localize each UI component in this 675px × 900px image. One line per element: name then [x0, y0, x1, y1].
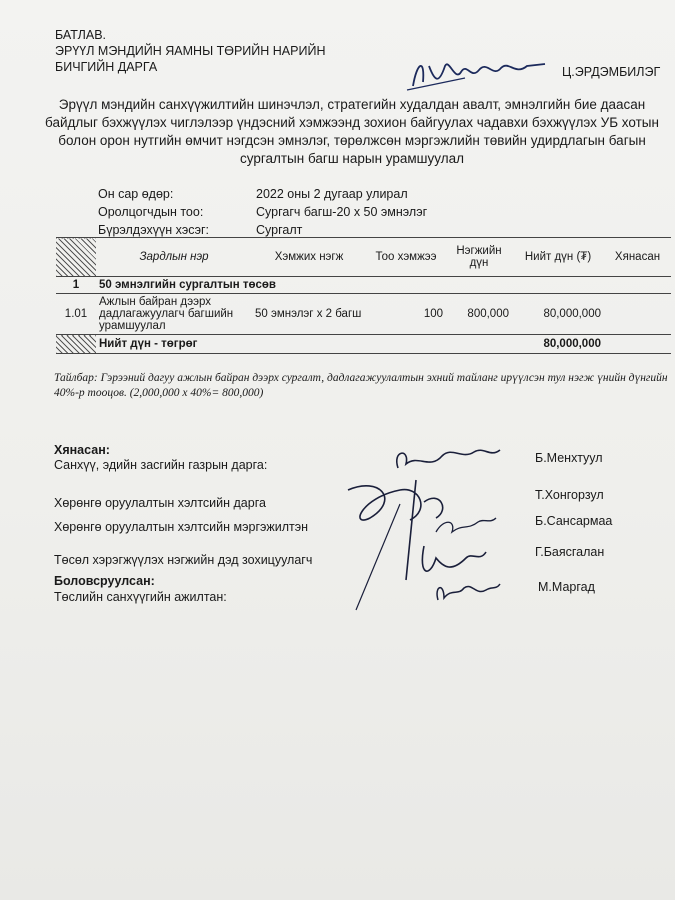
review-heading: Хянасан:	[54, 443, 110, 457]
reviewer-name: Б.Сансармаа	[535, 514, 613, 528]
header-hatch-cell	[56, 238, 96, 277]
reviewer-name: Т.Хонгорзул	[535, 488, 604, 502]
header-expense-name: Зардлын нэр	[96, 238, 252, 277]
total-value: 80,000,000	[543, 338, 601, 350]
meta-participants-label: Оролцогчдын тоо:	[98, 205, 204, 219]
meta-component-label: Бүрэлдэхүүн хэсэг:	[98, 223, 210, 237]
prepared-heading: Боловсруулсан:	[54, 574, 155, 588]
document-title: Эрүүл мэндийн санхүүжилтийн шинэчлэл, стратегийн худалдан авалт, эмнэлгийн бие даасан байдлыг бэхжүүлэх чиглэлээр үндэсний хэмжээнд зохион байгуулах чадавхи бэхжүүлэх УБ хотын болон орон нутгийн өмчит нэгдсэн эмнэлэг, төрөлжсөн мэргэжлийн төвийн удирдлагын багын сургалтын багш нарын урамшуулал	[45, 97, 659, 166]
meta-component-value: Сургалт	[256, 223, 303, 237]
row-total: 80,000,000	[543, 308, 601, 320]
preparer-position: Төслийн санхүүгийн ажилтан:	[54, 590, 227, 604]
table-total-row	[56, 335, 671, 354]
table-row	[56, 294, 671, 335]
row-unit-price: 800,000	[467, 308, 509, 320]
header-total: Нийт дүн (₮)	[512, 238, 604, 277]
section-number: 1	[72, 279, 80, 291]
section-name: 50 эмнэлгийн сургалтын төсөв	[99, 279, 276, 291]
reviewer-position: Төсөл хэрэгжүүлэх нэгжийн дэд зохицуулагч	[54, 553, 313, 567]
table-header-row	[56, 238, 671, 277]
approval-block	[55, 27, 325, 75]
row-checked	[604, 294, 671, 335]
reviewer-name: Г.Баясгалан	[535, 545, 605, 559]
table-section-row	[56, 277, 671, 294]
row-unit: 50 эмнэлэг x 2 багш	[255, 308, 362, 320]
total-checked-cell	[604, 335, 671, 354]
reviewer-position: Хөрөнгө оруулалтын хэлтсийн дарга	[54, 496, 266, 510]
meta-date-label: Он сар өдөр:	[98, 187, 174, 201]
preparer-name: М.Маргад	[538, 580, 595, 594]
total-hatch-cell	[56, 335, 96, 354]
total-spacer	[446, 335, 512, 354]
footnote: Тайлбар: Гэрээний дагуу ажлын байран дээрх сургалт, дадлагажуулалтын эхний тайланг ирүүлсэн тул нэгж үнийн дүнгийн 40%-р тооцов. (2,000,000 x 40%= 800,000)	[54, 372, 668, 399]
approver-position-line-1: ЭРҮҮЛ МЭНДИЙН ЯАМНЫ ТӨРИЙН НАРИЙН	[55, 44, 326, 58]
meta-date-value: 2022 оны 2 дугаар улирал	[256, 187, 408, 201]
header-quantity: Тоо хэмжээ	[366, 238, 446, 277]
reviewer-position: Хөрөнгө оруулалтын хэлтсийн мэргэжилтэн	[54, 520, 309, 534]
approver-name: Ц.ЭРДЭМБИЛЭГ	[562, 65, 661, 79]
budget-table	[56, 237, 671, 354]
approver-signature	[405, 52, 555, 94]
row-expense-name: Ажлын байран дээрх дадлагажуулагч багшийн урамшуулал	[99, 296, 234, 332]
reviewer-name: Б.Менхтуул	[535, 451, 603, 465]
approve-label: БАТЛАВ.	[55, 28, 107, 42]
row-quantity: 100	[423, 308, 443, 320]
reviewer-signatures	[340, 440, 540, 640]
header-checked: Хянасан	[604, 238, 671, 277]
reviewer-position: Санхүү, эдийн засгийн газрын дарга:	[54, 458, 268, 472]
header-unit: Хэмжих нэгж	[252, 238, 366, 277]
row-number: 1.01	[64, 308, 88, 320]
header-unit-price: Нэгжийн дүн	[446, 238, 512, 277]
approver-position-line-2: БИЧГИЙН ДАРГА	[55, 60, 158, 74]
meta-participants-value: Сургагч багш-20 x 50 эмнэлэг	[256, 205, 428, 219]
total-label: Нийт дүн - төгрөг	[99, 338, 198, 350]
